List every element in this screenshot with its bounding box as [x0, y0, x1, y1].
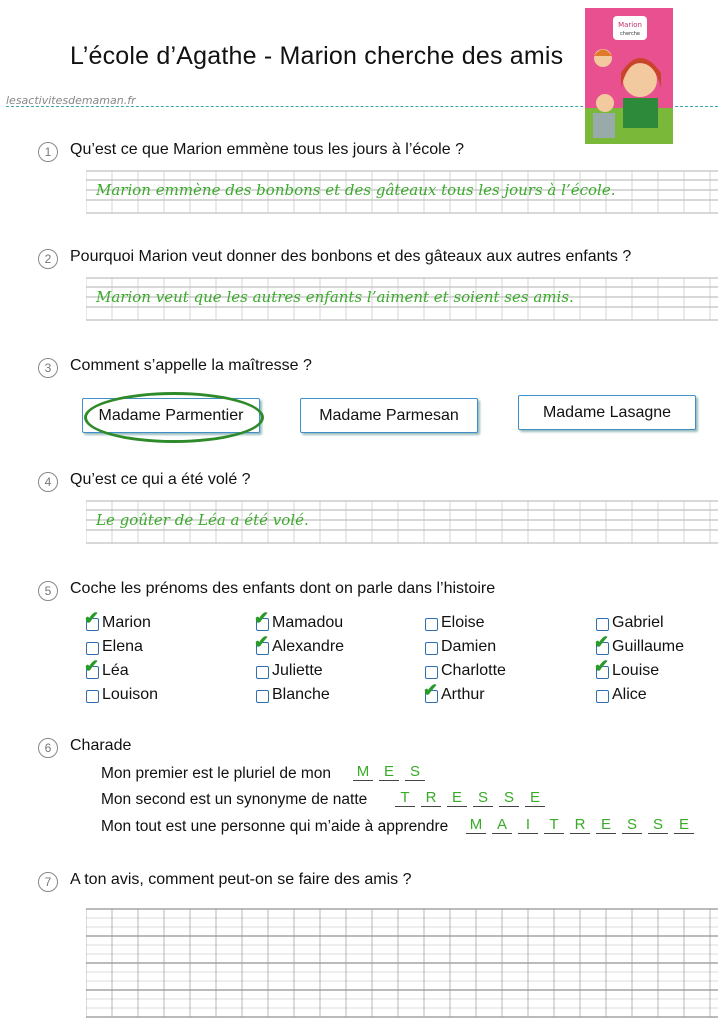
writing-lines — [86, 277, 718, 321]
child-name: Mamadou — [272, 614, 344, 631]
question-text: Charade — [70, 737, 132, 754]
charade-line-1: Mon premier est le pluriel de mon — [101, 765, 332, 782]
question-text: Comment s’appelle la maîtresse ? — [70, 357, 312, 374]
checkbox-louison[interactable] — [86, 690, 99, 703]
child-name: Blanche — [272, 686, 330, 703]
site-watermark: lesactivitesdemaman.fr — [6, 94, 136, 107]
child-name: Léa — [102, 662, 129, 679]
charade-letter: S — [499, 789, 519, 807]
charade-letter: E — [674, 816, 694, 834]
check-mark-icon: ✔ — [84, 656, 100, 676]
child-name: Marion — [102, 614, 151, 631]
charade-letter: S — [405, 763, 425, 781]
child-name: Charlotte — [441, 662, 506, 679]
book-cover-image — [585, 8, 673, 144]
charade-line-2: Mon second est un synonyme de natte — [101, 791, 368, 808]
child-name: Louise — [612, 662, 660, 679]
check-mark-icon: ✔ — [254, 632, 270, 652]
checkbox-damien[interactable] — [425, 642, 438, 655]
child-name: Guillaume — [612, 638, 685, 655]
charade-letter: E — [525, 789, 545, 807]
charade-letter: A — [492, 816, 512, 834]
check-mark-icon: ✔ — [254, 608, 270, 628]
page-title: L’école d’Agathe - Marion cherche des amis — [70, 42, 564, 70]
charade-letter: I — [518, 816, 538, 834]
checkbox-charlotte[interactable] — [425, 666, 438, 679]
question-text: Qu’est ce qui a été volé ? — [70, 471, 251, 488]
check-mark-icon: ✔ — [423, 680, 439, 700]
charade-letter: R — [421, 789, 441, 807]
charade-letter: S — [622, 816, 642, 834]
question-text: A ton avis, comment peut-on se faire des amis ? — [70, 871, 412, 888]
checkbox-juliette[interactable] — [256, 666, 269, 679]
checkbox-eloise[interactable] — [425, 618, 438, 631]
child-name: Gabriel — [612, 614, 664, 631]
charade-letter: M — [466, 816, 486, 834]
charade-letter: T — [395, 789, 415, 807]
charade-letter: T — [544, 816, 564, 834]
charade-line-3: Mon tout est une personne qui m’aide à apprendre — [101, 818, 449, 835]
answer-text: Marion veut que les autres enfants l’aiment et soient ses amis. — [96, 288, 574, 306]
question-text: Qu’est ce que Marion emmène tous les jours à l’école ? — [70, 141, 464, 158]
checkbox-elena[interactable] — [86, 642, 99, 655]
option-madame-parmesan[interactable]: Madame Parmesan — [300, 398, 478, 433]
question-number: 5 — [38, 581, 58, 601]
answer-text: Le goûter de Léa a été volé. — [96, 511, 309, 529]
charade-letter: S — [473, 789, 493, 807]
child-name: Elena — [102, 638, 143, 655]
question-number: 2 — [38, 249, 58, 269]
child-name: Arthur — [441, 686, 485, 703]
writing-lines — [86, 500, 718, 544]
selection-circle — [84, 392, 264, 443]
question-number: 1 — [38, 142, 58, 162]
question-text: Pourquoi Marion veut donner des bonbons et des gâteaux aux autres enfants ? — [70, 248, 632, 265]
svg-text:Marion: Marion — [618, 21, 642, 29]
writing-lines — [86, 170, 718, 214]
charade-letter: E — [379, 763, 399, 781]
checkbox-blanche[interactable] — [256, 690, 269, 703]
child-name: Louison — [102, 686, 159, 703]
charade-letter: M — [353, 763, 373, 781]
answer-writing-area[interactable] — [86, 908, 718, 1018]
option-madame-parmentier[interactable]: Madame Parmentier — [82, 398, 260, 433]
child-name: Alexandre — [272, 638, 345, 655]
check-mark-icon: ✔ — [84, 608, 100, 628]
question-number: 7 — [38, 872, 58, 892]
charade-letter: R — [570, 816, 590, 834]
charade-letter: E — [447, 789, 467, 807]
question-text: Coche les prénoms des enfants dont on parle dans l’histoire — [70, 580, 496, 597]
question-number: 4 — [38, 472, 58, 492]
charade-letter: E — [596, 816, 616, 834]
question-number: 6 — [38, 738, 58, 758]
option-madame-lasagne[interactable]: Madame Lasagne — [518, 395, 696, 430]
check-mark-icon: ✔ — [594, 632, 610, 652]
check-mark-icon: ✔ — [594, 656, 610, 676]
charade-letter: S — [648, 816, 668, 834]
checkbox-gabriel[interactable] — [596, 618, 609, 631]
checkbox-alice[interactable] — [596, 690, 609, 703]
child-name: Damien — [441, 638, 497, 655]
child-name: Alice — [612, 686, 647, 703]
answer-text: Marion emmène des bonbons et des gâteaux tous les jours à l’école. — [96, 181, 616, 199]
svg-text:cherche: cherche — [620, 31, 640, 37]
child-name: Eloise — [441, 614, 485, 631]
question-number: 3 — [38, 358, 58, 378]
child-name: Juliette — [272, 662, 323, 679]
